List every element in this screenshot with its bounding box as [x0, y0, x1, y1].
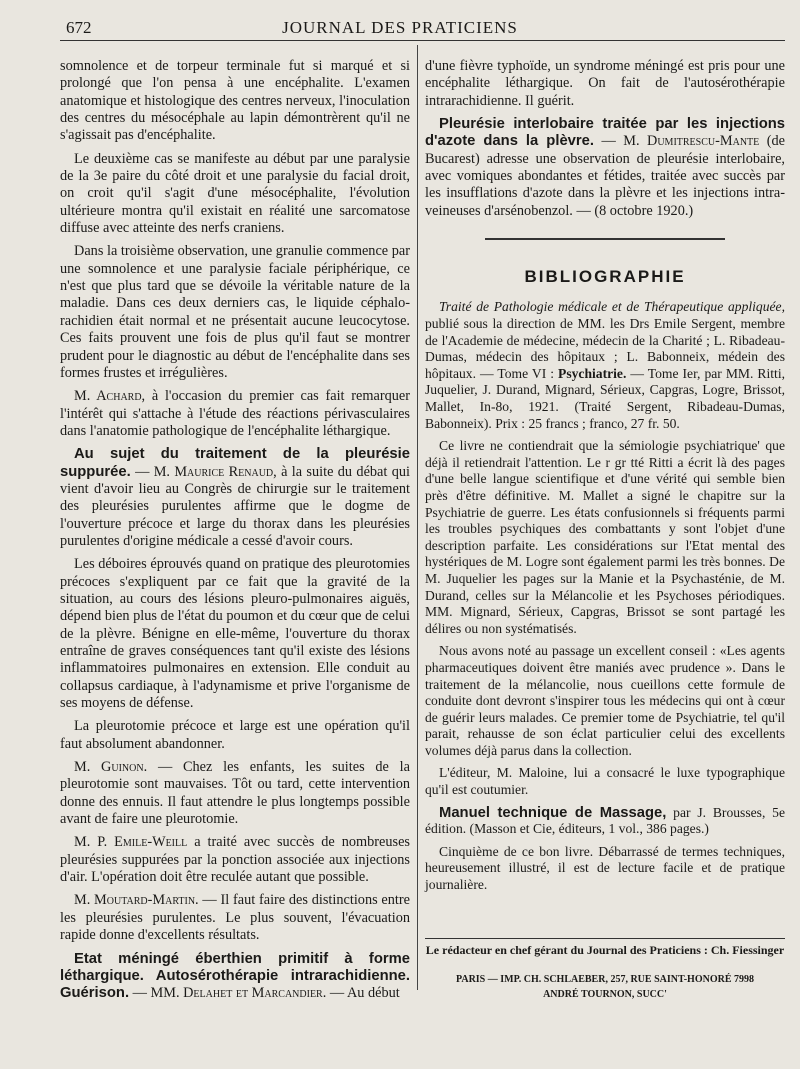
page-header [0, 12, 800, 42]
section-title: Au sujet du traitement de la pleurésie suppurée. [60, 446, 410, 480]
author-name: Dumitrescu-Mante [647, 133, 760, 150]
author-name: Maurice Renaud, [174, 463, 277, 480]
paragraph: Nous avons noté au passage un excellent conseil : «Les agents pharmaceutiques doivent être maniés avec prudence ». Dans le traitement de la mélancolie, nous cueillons cette formule de conduite dont devront s'inspirer tous les médecins qui ont à cœur de guérir leurs malades. Ce premier tome de Psychiatrie, tel qu'il parait, rehausse de son éclat particulier celui des excellents volumes déjà parus dans la collection. [425, 643, 785, 758]
entry-text: par J. Brousses, 5e édition. (Masson et Cie, éditeurs, 1 vol., 386 pages.) [425, 804, 785, 837]
volume-title: Psychiatrie. [558, 365, 627, 381]
header-rule [60, 40, 785, 41]
bibliography-body [425, 299, 785, 893]
paragraph: Les déboires éprouvés quand on pratique des pleurotomies précoces s'expliquent par ce fait que la gravité de la situation, au cours des lésions pleuro-pulmonaires aiguës, dépend bien plus de l'état du poumon et du cœur que de celui de la plèvre. Bénigne en elle-même, l'ouverture du thorax entraîne de graves conséquences tant qu'il existe des lésions inflammatoires pulmonaires en extension. Elle conduit au collapsus cardiaque, à l'adynamisme et prive l'organisme de ses moyens de défense. [60, 556, 410, 712]
section-rule [485, 238, 725, 240]
entry-text: publié sous la direction de MM. les Drs Emile Sergent, membre de l'Academie de médecine, médecin de la Charité ; L. Ribadeau-Dumas, médecin des hôpitaux ; L. Babonneix, médein des hôpitaux. — Tome VI : [425, 316, 785, 381]
paragraph-text: — Il faut faire des distinctions entre les pleurésies purulentes. Le plus souvent, l'évacuation rapide donne d'excellents résultats. [60, 892, 411, 944]
section-title: Etat méningé éberthien primitif à forme léthargique. Autosérothérapie intrarachidienne. Guérison. [60, 950, 410, 1002]
paragraph-text: à l'occasion du premier cas fait remarquer l'intérêt qui s'attache à l'étude des réactions périvasculaires dans l'anatomie pathologique de l'encéphalite léthargique. [60, 388, 410, 439]
paragraph [60, 388, 410, 440]
right-column [425, 58, 785, 900]
printer-imprint [425, 972, 785, 1002]
page-number: 672 [66, 18, 92, 37]
paragraph [60, 834, 410, 886]
section-lead: — M. [594, 133, 648, 150]
entry-text: — Tome Ier, par MM. Ritti, Juquelier, J. Durand, Mignard, Sérieux, Capgras, Logre, Brissot, Mallet, In-8o, 1921. (Traité Sergent, Ribadeau-Dumas, Babonneix). Prix : 25 francs ; franco, 27 fr. 50. [425, 365, 785, 431]
book-entry [425, 299, 785, 432]
section-title: Pleurésie interlobaire traitée par les injections d'azote dans la plèvre. [425, 116, 785, 150]
footer-rule [425, 938, 785, 939]
paragraph-text: à la suite du débat qui vient d'avoir lieu au Congrès de chirurgie sur le traitement des pleurésies purulentes affirme que le dogme de l'ouverture précoce et large du thorax dans les pleurésies purulentes d'origine médicale a cessé d'avoir cours. [60, 463, 410, 549]
author-name: M. P. Emile-Weill [74, 834, 188, 851]
paragraph: Dans la troisième observation, une granulie commence par une somnolence et une paralysie faciale périphérique, ce n'est que plus tard que se dévoile la véritable nature de la maladie. Dans ces deux derniers cas, le liquide céphalo-rachidien était normal et ne présentait aucune leucocytose. Ces faits prouvent une fois de plus qu'il faut se montrer prudent pour le diagnostic au début de l'encéphalite dans ses formes frustes et irrégulières. [60, 243, 410, 381]
author-name: Delahet et Marcandier. [183, 985, 327, 1002]
book-entry [425, 805, 785, 838]
column-separator [417, 45, 418, 990]
paragraph: Le deuxième cas se manifeste au début par une paralysie de la 3e paire du côté droit et une paralysie du facial droit, on croit qu'il s'agit d'une mésocéphalite, l'évolution ultérieure montra qu'il existait en réalité une sarcomatose diffuse avec atteinte des nerfs craniens. [60, 150, 410, 237]
page-footer [425, 938, 785, 1002]
paragraph: d'une fièvre typhoïde, un syndrome méningé est pris pour une encéphalite léthargique. On fait de l'autosérothérapie intrarachidienne. Il guérit. [425, 58, 785, 109]
left-column [60, 58, 410, 1009]
paragraph: La pleurotomie précoce et large est une opération qu'il faut absolument abandonner. [60, 718, 410, 752]
paragraph: L'éditeur, M. Maloine, lui a consacré le luxe typographique qu'il est coutumier. [425, 765, 785, 798]
printer-line: PARIS — IMP. CH. SCHLAEBER, 257, RUE SAINT-HONORÉ 7998 [455, 974, 754, 985]
section-lead: — MM. [129, 985, 184, 1002]
paragraph [60, 892, 410, 944]
section-paragraph [60, 951, 410, 1003]
author-name: M. Moutard-Martin. [74, 892, 199, 909]
section-paragraph [425, 116, 785, 220]
bibliography-heading: BIBLIOGRAPHIE [524, 267, 686, 287]
editor-line: Le rédacteur en chef gérant du Journal des Praticiens : Ch. Fiessinger [425, 943, 785, 957]
paragraph [60, 759, 410, 828]
paragraph: Ce livre ne contiendrait que la sémiologie psychiatrique' que déjà il retiendrait l'attention. Le r gr tté Ritti a écrit là des pages d'une belle langue scientifique et d'une vérité qui semble bien près d'être définitive. M. Mallet a signé le chapitre sur la Psychiatrie de guerre. Les états confusionnels si fréquents parmi les troubles psychiques des combattants y sont l'objet d'une description parfaite. Les considérations sur l'Etat mental des hystériques de M. Logre sont également parmi les très bonnes. De M. Juquelier les pages sur la Manie et la Psychasténie, de M. Durand, celles sur la Mélancolie et les Psychoses périodiques. MM. Mignard, Sérieux, Capgras, Brissot se sont partagé les délires ou non systématisés. [425, 438, 785, 636]
author-name: M. Guinon. [74, 759, 148, 776]
journal-title: JOURNAL DES PRATICIENS [282, 18, 518, 37]
book-title: Manuel technique de Massage, [439, 804, 667, 821]
printer-line: ANDRÉ TOURNON, SUCC' [543, 989, 667, 1000]
paragraph-text: — Chez les enfants, les suites de la pleurotomie sont mauvaises. Tôt ou tard, cette intervention donne des ennuis. Il faut attendre le plus longtemps possible avant de faire une pleurotomie. [60, 759, 410, 828]
paragraph: Cinquième de ce bon livre. Débarrassé de termes techniques, heureusement illustré, il est de lecture facile et de pratique journalière. [425, 843, 785, 893]
paragraph-text: — Au début [326, 985, 400, 1002]
paragraph: somnolence et de torpeur terminale fut si marqué et si prolongé que l'on pensa à une encéphalite. L'examen anatomique et histologique des centres nerveux, l'inoculation des centres du mésocéphale au lapin démontrèrent qu'il ne s'agissait pas d'encéphalite. [60, 58, 410, 144]
paragraph-text: a traité avec succès de nombreuses pleurésies suppurées par la ponction associée aux injections d'air. L'opération doit être reculée autant que possible. [60, 834, 410, 886]
book-title: Traité de Pathologie médicale et de Thérapeutique appliquée, [439, 299, 785, 315]
author-name: M. Achard, [74, 388, 146, 405]
paragraph-text: (de Bucarest) adresse une observation de pleurésie interlobaire, avec vomiques abondantes et fétides, traitée avec succès par les insufflations d'azote dans la plèvre et les injections intra-veineuses d'arsénobenzol. — (8 octobre 1920.) [425, 133, 785, 219]
section-paragraph [60, 446, 410, 550]
section-lead: — M. [130, 463, 175, 480]
